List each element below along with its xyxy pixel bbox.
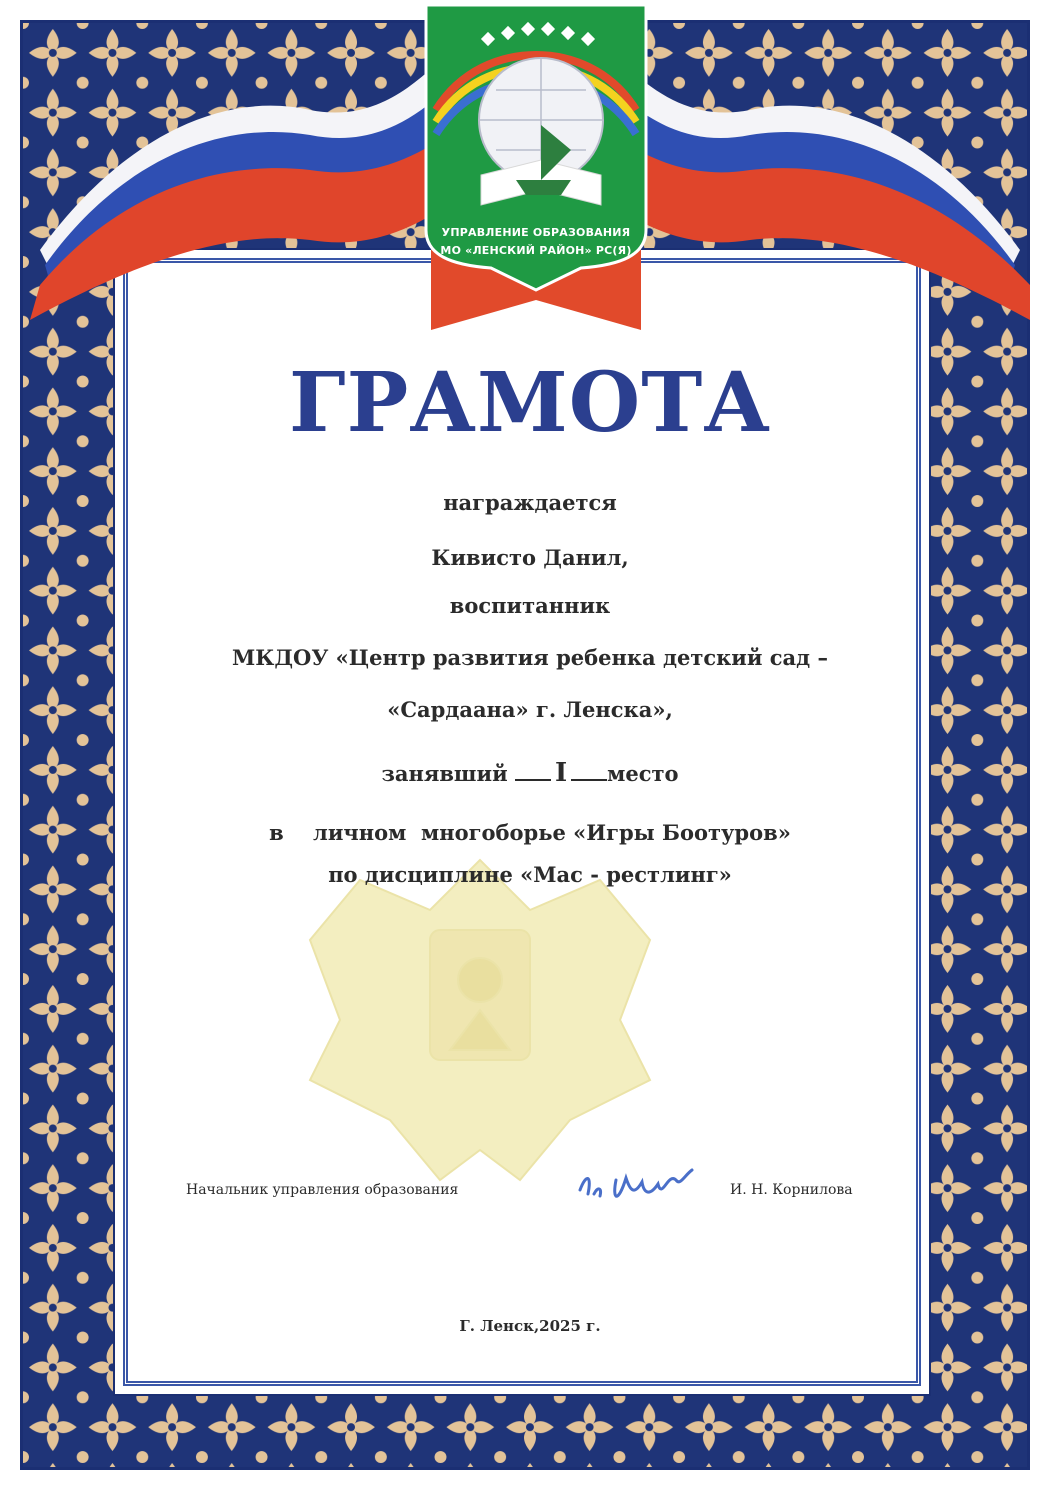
recipient-role: воспитанник bbox=[449, 593, 611, 618]
place-suffix: место bbox=[607, 761, 679, 786]
discipline-line: по дисциплине «Мас - рестлинг» bbox=[328, 862, 732, 887]
awarded-text: награждается bbox=[443, 490, 617, 515]
institution-line2: «Сардаана» г. Ленска», bbox=[387, 697, 673, 722]
recipient-name: Кивисто Данил, bbox=[431, 545, 629, 570]
place-blank-right bbox=[571, 763, 607, 781]
place-prefix: занявший bbox=[381, 761, 508, 786]
signature-name: И. Н. Корнилова bbox=[730, 1182, 853, 1198]
certificate-title: ГРАМОТА bbox=[288, 355, 772, 451]
signature-position: Начальник управления образования bbox=[186, 1182, 459, 1198]
city-year: Г. Ленск,2025 г. bbox=[459, 1317, 601, 1335]
place-blank-left bbox=[515, 763, 551, 781]
place-line bbox=[0, 758, 1060, 788]
emblem-org-line2: МО «ЛЕНСКИЙ РАЙОН» РС(Я) bbox=[440, 244, 632, 257]
handwritten-signature bbox=[572, 1160, 702, 1210]
district-emblem bbox=[421, 0, 651, 330]
emblem-shield bbox=[421, 0, 651, 330]
institution-line1: МКДОУ «Центр развития ребенка детский сад – bbox=[232, 645, 828, 670]
event-line: в личном многоборье «Игры Боотуров» bbox=[269, 820, 791, 845]
place-value: I bbox=[554, 758, 568, 788]
emblem-org-line1: УПРАВЛЕНИЕ ОБРАЗОВАНИЯ bbox=[441, 226, 631, 239]
